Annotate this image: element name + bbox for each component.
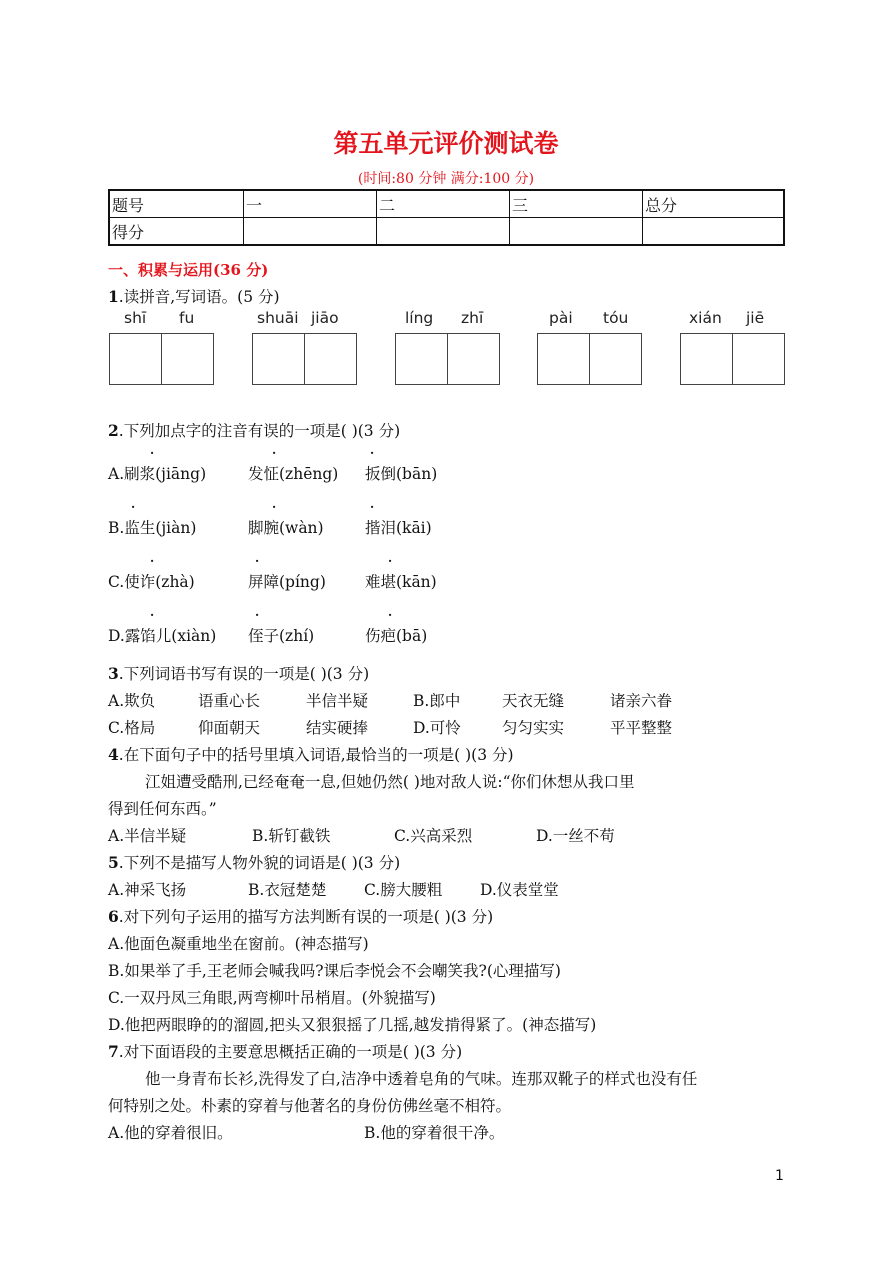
table-cell: 总分 (643, 190, 785, 218)
option-d[interactable]: D.可怜 (413, 719, 461, 737)
emphasis-dot: · (370, 446, 375, 460)
pinyin-label: shuāi (257, 309, 299, 327)
score-input-cell[interactable] (643, 218, 785, 246)
option-c[interactable]: C.使诈(zhà) (108, 573, 195, 591)
table-cell: 得分 (109, 218, 244, 246)
question-stem: .读拼音,写词语。(5 分) (118, 288, 280, 306)
table-row (109, 218, 784, 246)
score-table (108, 189, 785, 246)
option-b[interactable]: B.监生(jiàn) (108, 519, 197, 537)
pinyin-label: fu (179, 309, 195, 327)
pinyin-label: pài (549, 309, 573, 327)
question-stem: .在下面句子中的括号里填入词语,最恰当的一项是( )(3 分) (118, 746, 514, 764)
writing-box[interactable] (680, 333, 785, 385)
question-stem: .下列加点字的注音有误的一项是( )(3 分) (118, 422, 401, 440)
option-d[interactable]: D.一丝不苟 (536, 827, 615, 845)
option-word: 诸亲六眷 (610, 692, 673, 710)
page-title: 第五单元评价测试卷 (333, 129, 559, 158)
score-input-cell[interactable] (510, 218, 643, 246)
option-b[interactable]: B.郎中 (413, 692, 461, 710)
emphasis-dot: · (388, 608, 393, 622)
option-a[interactable]: A.他的穿着很旧。 (108, 1124, 233, 1142)
option-b-word: 脚腕(wàn) (248, 519, 324, 537)
option-c[interactable]: C.兴高采烈 (394, 827, 473, 845)
question-stem: .下列不是描写人物外貌的词语是( )(3 分) (118, 854, 401, 872)
pinyin-label: líng (405, 309, 434, 327)
option-word: 平平整整 (610, 719, 673, 737)
option-c[interactable]: C.格局 (108, 719, 156, 737)
question-5 (108, 851, 400, 873)
option-word: 仰面朝天 (198, 719, 261, 737)
score-input-cell[interactable] (244, 218, 377, 246)
question-number: 3 (108, 664, 119, 683)
question-stem: .对下面语段的主要意思概括正确的一项是( )(3 分) (118, 1043, 463, 1061)
emphasis-dot: · (388, 554, 393, 568)
passage-line: 他一身青布长衫,洗得发了白,洁净中透着皂角的气味。连那双靴子的样式也没有任 (145, 1070, 698, 1088)
option-word: 结实硬捧 (306, 719, 369, 737)
option-a-word: 发怔(zhēng) (248, 465, 339, 483)
emphasis-dot: · (150, 608, 155, 622)
emphasis-dot: · (255, 608, 260, 622)
passage-line: 江姐遭受酷刑,已经奄奄一息,但她仍然( )地对敌人说:“你们休想从我口里 (145, 773, 635, 791)
pinyin-label: xián (689, 309, 722, 327)
emphasis-dot: · (272, 446, 277, 460)
option-a[interactable]: A.半信半疑 (108, 827, 187, 845)
question-7 (108, 1040, 462, 1062)
question-stem: .下列词语书写有误的一项是( )(3 分) (118, 665, 370, 683)
question-stem: .对下列句子运用的描写方法判断有误的一项是( )(3 分) (118, 908, 494, 926)
writing-box[interactable] (537, 333, 642, 385)
question-number: 1 (108, 287, 119, 306)
passage-line: 得到任何东西。” (108, 800, 217, 818)
emphasis-dot: · (255, 554, 260, 568)
page-number: 1 (775, 1168, 784, 1184)
table-row (109, 190, 784, 218)
score-input-cell[interactable] (377, 218, 510, 246)
option-b-word: 揩泪(kāi) (365, 519, 432, 537)
option-word: 半信半疑 (306, 692, 369, 710)
question-number: 6 (108, 907, 119, 926)
writing-box[interactable] (395, 333, 500, 385)
emphasis-dot: · (150, 446, 155, 460)
option-c-word: 难堪(kān) (365, 573, 437, 591)
table-cell: 题号 (109, 190, 244, 218)
option-d[interactable]: D.仪表堂堂 (480, 881, 559, 899)
option-b[interactable]: B.斩钉截铁 (252, 827, 331, 845)
section-heading: 一、积累与运用(36 分) (108, 261, 269, 279)
pinyin-label: jiāo (311, 309, 339, 327)
option-b[interactable]: B.他的穿着很干净。 (364, 1124, 505, 1142)
option-d-word: 侄子(zhí) (248, 627, 315, 645)
question-2 (108, 419, 400, 441)
pinyin-label: tóu (603, 309, 629, 327)
emphasis-dot: · (370, 500, 375, 514)
question-3 (108, 662, 369, 684)
emphasis-dot: · (272, 500, 277, 514)
option-d[interactable]: D.他把两眼睁的的溜圆,把头又狠狠摇了几摇,越发掯得紧了。(神态描写) (108, 1016, 597, 1034)
passage-line: 何特别之处。朴素的穿着与他著名的身份仿佛丝毫不相符。 (108, 1097, 512, 1115)
option-word: 匀匀实实 (502, 719, 565, 737)
question-number: 2 (108, 421, 119, 440)
option-d[interactable]: D.露馅儿(xiàn) (108, 627, 217, 645)
question-1 (108, 285, 280, 307)
table-cell: 一 (244, 190, 377, 218)
question-number: 4 (108, 745, 119, 764)
option-word: 天衣无缝 (502, 692, 565, 710)
option-a[interactable]: A.欺负 (108, 692, 156, 710)
question-number: 5 (108, 853, 119, 872)
writing-box[interactable] (109, 333, 214, 385)
exam-time-score: (时间:80 分钟 满分:100 分) (357, 171, 535, 187)
option-b[interactable]: B.如果举了手,王老师会喊我吗?课后李悦会不会嘲笑我?(心理描写) (108, 962, 561, 980)
option-a[interactable]: A.他面色凝重地坐在窗前。(神态描写) (108, 935, 369, 953)
pinyin-label: shī (124, 309, 147, 327)
option-d-word: 伤疤(bā) (365, 627, 428, 645)
option-c[interactable]: C.一双丹凤三角眼,两弯柳叶吊梢眉。(外貌描写) (108, 989, 436, 1007)
option-a-word: 扳倒(bān) (365, 465, 438, 483)
option-a[interactable]: A.神采飞扬 (108, 881, 187, 899)
question-6 (108, 905, 493, 927)
question-4 (108, 743, 514, 765)
writing-box[interactable] (252, 333, 357, 385)
table-cell: 二 (377, 190, 510, 218)
option-c-word: 屏障(píng) (248, 573, 326, 591)
question-number: 7 (108, 1042, 119, 1061)
option-a[interactable]: A.刷浆(jiāng) (108, 465, 207, 483)
pinyin-label: zhī (461, 309, 484, 327)
emphasis-dot: · (131, 500, 136, 514)
option-word: 语重心长 (198, 692, 261, 710)
option-c[interactable]: C.膀大腰粗 (364, 881, 443, 899)
pinyin-label: jiē (746, 309, 765, 327)
option-b[interactable]: B.衣冠楚楚 (248, 881, 327, 899)
table-cell: 三 (510, 190, 643, 218)
emphasis-dot: · (150, 554, 155, 568)
